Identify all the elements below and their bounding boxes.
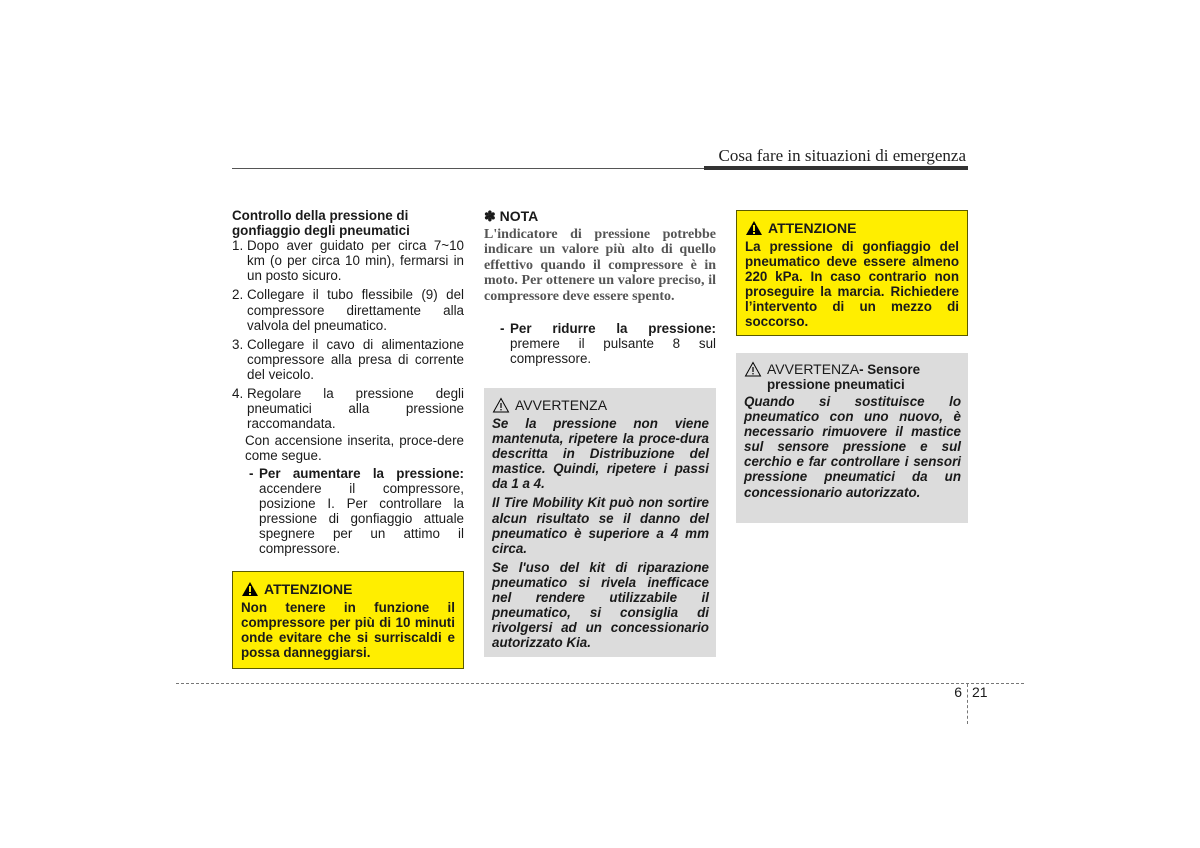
step-text: Regolare la pressione degli pneumatici alla pressione raccomandata. xyxy=(247,386,464,432)
chapter-number: 6 xyxy=(954,684,962,700)
attenzione-box-right xyxy=(736,210,968,336)
increase-label: Per aumentare la pressione: xyxy=(259,465,464,481)
increase-pressure-item xyxy=(232,466,464,557)
step-number: 4. xyxy=(232,386,244,402)
avvertenza-title: AVVERTENZA xyxy=(767,361,860,377)
avvertenza-subtitle: pressione pneumatici xyxy=(767,377,905,392)
left-column xyxy=(232,208,464,556)
attenzione-title: ATTENZIONE xyxy=(264,581,353,597)
continuation-text: Con accensione inserita, proce-dere come segue. xyxy=(245,433,464,464)
increase-text: accendere il compressore, posizione I. Per controllare la pressione di gonfiaggio attuale spegnere per un attimo il compressore. xyxy=(259,480,464,556)
avvertenza-title: AVVERTENZA xyxy=(515,397,608,413)
nota-title: ✽ NOTA xyxy=(484,208,539,224)
step-number: 2. xyxy=(232,287,244,303)
middle-column xyxy=(484,208,716,366)
avvertenza-box-middle xyxy=(484,388,716,657)
avvertenza-paragraph-1: Se la pressione non viene mantenuta, ripetere la proce-dura descritta in Distribuzione del mastice. Quindi, ripetere i passi da 1 a 4. xyxy=(492,416,709,492)
avvertenza-paragraph-3: Se l'uso del kit di riparazione pneumatico si rivela inefficace nel rendere utilizzabile il pneumatico, si consiglia di rivolgersi ad un concessionario autorizzato Kia. xyxy=(492,559,709,651)
attenzione-text: Non tenere in funzione il compressore per più di 10 minuti onde evitare che si surriscaldi e possa danneggiarsi. xyxy=(241,600,455,661)
running-header: Cosa fare in situazioni di emergenza xyxy=(718,146,966,165)
attenzione-box-left xyxy=(232,571,464,669)
step-text: Collegare il tubo flessibile (9) del compressore direttamente alla valvola del pneumatico. xyxy=(247,287,464,333)
attenzione-title: ATTENZIONE xyxy=(768,220,857,236)
section-heading: Controllo della pressione di gonfiaggio degli pneumatici xyxy=(232,208,410,239)
avvertenza-paragraph-2: Il Tire Mobility Kit può non sortire alcun risultato se il danno del pneumatico è superiore a 4 mm circa. xyxy=(492,495,709,556)
avvertenza-title-suffix: - Sensore xyxy=(859,361,921,377)
step-3 xyxy=(232,337,464,382)
step-text: Collegare il cavo di alimentazione compressore alla presa di corrente del veicolo. xyxy=(247,336,464,382)
step-4 xyxy=(232,386,464,431)
warning-triangle-icon xyxy=(492,397,510,413)
step-1 xyxy=(232,238,464,283)
avvertenza-box-right xyxy=(736,353,968,523)
reduce-pressure-item xyxy=(484,321,716,366)
nota-text: L'indicatore di pressione potrebbe indicare un valore più alto di quello effettivo quando il compressore è in moto. Per ottenere un valore preciso, il compressore deve essere spento. xyxy=(484,227,716,304)
step-number: 1. xyxy=(232,238,244,254)
step-text: Dopo aver guidato per circa 7~10 km (o per circa 10 min), fermarsi in un posto sicuro. xyxy=(247,238,464,284)
warning-triangle-icon xyxy=(745,220,763,236)
page-number: 21 xyxy=(972,684,988,700)
step-2 xyxy=(232,287,464,332)
bullet-dash: - xyxy=(249,465,254,481)
header-rule-bar xyxy=(704,166,968,170)
warning-triangle-icon xyxy=(241,581,259,597)
step-number: 3. xyxy=(232,336,244,352)
footer-rule xyxy=(176,683,1024,684)
avvertenza-text: Quando si sostituisce lo pneumatico con uno nuovo, è necessario rimuovere il mastice sul sensore pressione e sul cerchio e far controllare i sensori pressione pneumatici da un concessionario autorizzato. xyxy=(744,394,961,500)
warning-triangle-icon xyxy=(744,361,762,377)
attenzione-text: La pressione di gonfiaggio del pneumatico deve essere almeno 220 kPa. In caso contrario non proseguire la marcia. Richiedere l’intervento di un mezzo di soccorso. xyxy=(745,239,959,330)
page-number-separator xyxy=(967,684,968,724)
reduce-text: premere il pulsante 8 sul compressore. xyxy=(510,336,716,367)
reduce-label: Per ridurre la pressione: xyxy=(510,321,716,337)
bullet-dash: - xyxy=(500,321,505,337)
